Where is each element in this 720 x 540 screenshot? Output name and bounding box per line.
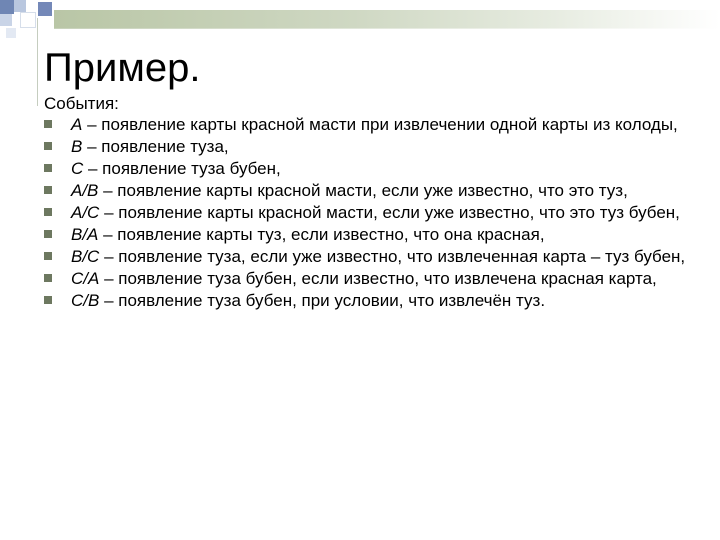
- event-item-b: [44, 137, 694, 156]
- event-symbol: C/A: [71, 269, 100, 288]
- event-description: – появление туза,: [82, 137, 229, 156]
- slide-title: Пример.: [44, 46, 201, 90]
- event-item-a: [44, 115, 694, 134]
- event-description: – появление карты красной масти при извлечении одной карты из колоды,: [82, 115, 678, 134]
- decor-square: [20, 12, 36, 28]
- event-symbol: B/A: [71, 225, 99, 244]
- square-bullet-icon: [44, 142, 52, 150]
- event-symbol: C: [71, 159, 84, 178]
- event-item-a-given-b: [44, 181, 694, 200]
- event-description: – появление туза бубен,: [83, 159, 281, 178]
- square-bullet-icon: [44, 252, 52, 260]
- events-heading: События:: [44, 94, 119, 113]
- left-decorative-rule: [37, 18, 38, 106]
- event-symbol: A/C: [71, 203, 100, 222]
- square-bullet-icon: [44, 230, 52, 238]
- square-bullet-icon: [44, 274, 52, 282]
- square-bullet-icon: [44, 186, 52, 194]
- square-bullet-icon: [44, 208, 52, 216]
- decor-square: [38, 2, 52, 16]
- event-description: – появление туза, если уже известно, что извлеченная карта – туз бубен,: [99, 247, 686, 266]
- top-decorative-bar: [54, 10, 720, 28]
- event-item-c: [44, 159, 694, 178]
- decor-square: [14, 0, 26, 12]
- event-description: – появление туза бубен, при условии, что извлечён туз.: [99, 291, 546, 310]
- event-description: – появление карты красной масти, если уже известно, что это туз бубен,: [99, 203, 680, 222]
- event-symbol: B: [71, 137, 83, 156]
- event-item-c-given-a: [44, 269, 694, 288]
- decor-square: [0, 0, 14, 14]
- square-bullet-icon: [44, 164, 52, 172]
- event-symbol: A: [71, 115, 83, 134]
- event-description: – появление карты красной масти, если уже известно, что это туз,: [98, 181, 628, 200]
- decorative-squares: [0, 0, 60, 40]
- event-item-b-given-a: [44, 225, 694, 244]
- event-description: – появление карты туз, если известно, что она красная,: [98, 225, 545, 244]
- event-symbol: B/C: [71, 247, 100, 266]
- event-symbol: A/B: [71, 181, 99, 200]
- top-decorative-line: [54, 28, 720, 29]
- decor-square: [6, 28, 16, 38]
- event-symbol: C/B: [71, 291, 100, 310]
- event-item-a-given-c: [44, 203, 694, 222]
- decor-square: [0, 14, 12, 26]
- event-item-b-given-c: [44, 247, 694, 266]
- event-item-c-given-b: [44, 291, 694, 310]
- square-bullet-icon: [44, 120, 52, 128]
- event-description: – появление туза бубен, если известно, что извлечена красная карта,: [99, 269, 657, 288]
- events-list: [44, 115, 694, 313]
- square-bullet-icon: [44, 296, 52, 304]
